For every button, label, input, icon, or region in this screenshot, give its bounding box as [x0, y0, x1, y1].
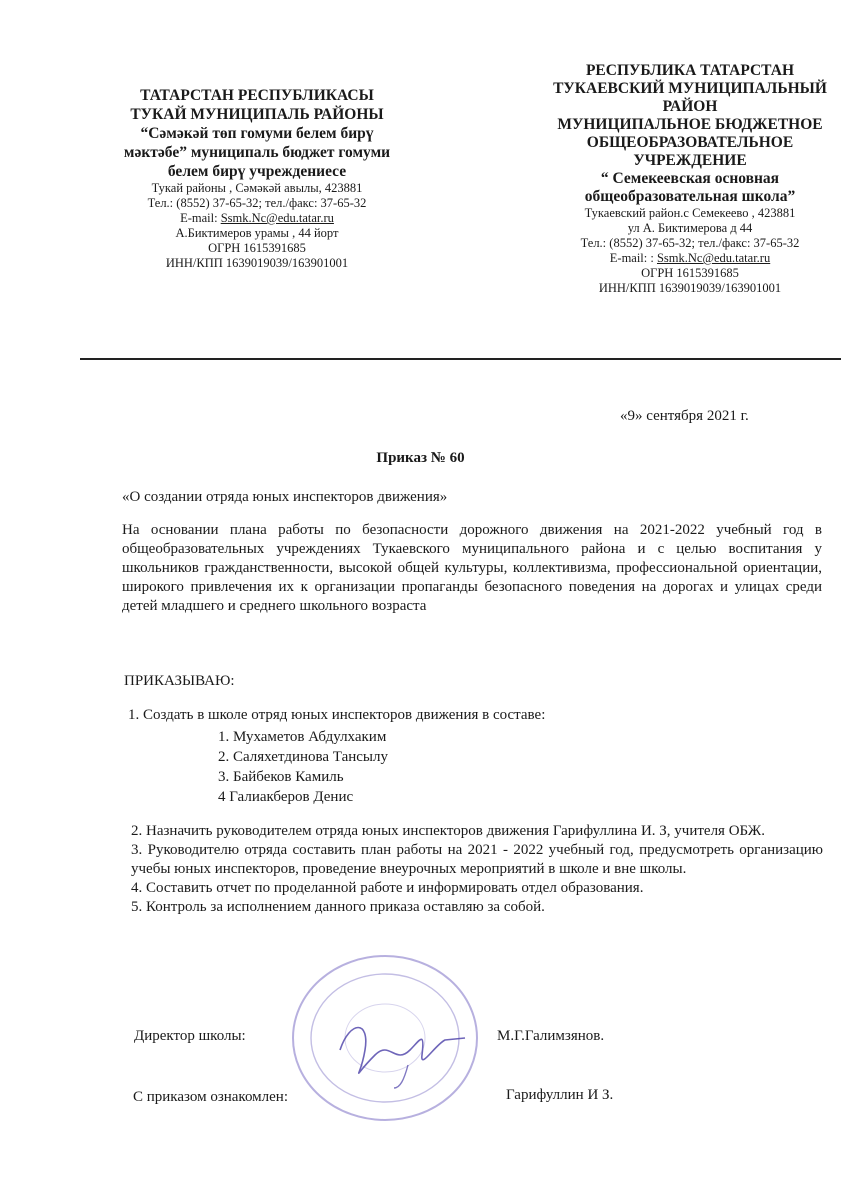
director-signature-icon [330, 1010, 470, 1090]
header-right-ogrn: ОГРН 1615391685 [641, 266, 739, 280]
header-right-line4: МУНИЦИПАЛЬНОЕ БЮДЖЕТНОЕ [557, 116, 823, 133]
header-left-email-link[interactable]: Ssmk.Nc@edu.tatar.ru [220, 211, 334, 225]
director-label: Директор школы: [134, 1028, 246, 1044]
header-left-phone: Тел.: (8552) 37-65-32; тел./факс: 37-65-32 [147, 196, 367, 210]
order-keyword: ПРИКАЗЫВАЮ: [124, 673, 235, 689]
header-right-line6: УЧРЕЖДЕНИЕ [633, 152, 747, 169]
header-divider [80, 358, 841, 360]
header-left-line3: “Сәмәкәй төп гомуми белем бирү [140, 125, 374, 142]
member-item: 1. Мухаметов Абдулхаким [218, 729, 387, 745]
order-item-1: 1. Создать в школе отряд юных инспекторов движения в составе: [128, 707, 546, 723]
document-body: На основании плана работы по безопасности дорожного движения на 2021-2022 учебный год в общеобразовательных учреждениях Тукаевского муниципального района и с целью воспитания у школьников гражданственности, высокой общей культуры, коллективизма, профессиональной ориентации, широкого привлечения их к организации пропаганды безопасного поведения на дорогах и улицах среди детей младшего и среднего школьного возраста [122, 522, 822, 614]
order-item: 5. Контроль за исполнением данного приказа оставляю за собой. [131, 899, 545, 915]
header-right-street: ул А. Биктимерова д 44 [627, 221, 753, 235]
member-item: 2. Саляхетдинова Тансылу [218, 749, 388, 765]
header-left-ogrn: ОГРН 1615391685 [208, 241, 306, 255]
header-right-address: Тукаевский район.с Семекеево , 423881 [584, 206, 796, 220]
header-left-line4: мәктәбе” муниципаль бюджет гомуми [123, 144, 391, 161]
header-left-street: А.Биктимеров урамы , 44 йорт [175, 226, 339, 240]
header-right-line3: РАЙОН [662, 98, 718, 115]
header-right-line1: РЕСПУБЛИКА ТАТАРСТАН [585, 62, 795, 79]
header-right-line8: общеобразовательная школа” [584, 188, 796, 205]
order-item: 3. Руководителю отряда составить план работы на 2021 - 2022 учебный год, предусмотреть организацию учебы юных инспекторов, проведение внеурочных мероприятий в школе и вне школы. [131, 842, 823, 877]
order-items [131, 822, 823, 917]
members-list [218, 727, 388, 807]
header-left-email-label: E-mail: [180, 211, 221, 225]
header-left [92, 86, 422, 271]
director-name: М.Г.Галимзянов. [497, 1028, 605, 1044]
document-subject: «О создании отряда юных инспекторов движения» [122, 489, 448, 505]
member-item: 4 Галиакберов Денис [218, 789, 354, 805]
document-date: «9» сентября 2021 г. [620, 408, 749, 424]
order-item: 2. Назначить руководителем отряда юных инспекторов движения Гарифуллина И. З, учителя ОБЖ. [131, 823, 765, 839]
header-left-line5: белем бирү учреждениесе [167, 163, 347, 180]
header-right [540, 62, 840, 296]
header-right-line2: ТУКАЕВСКИЙ МУНИЦИПАЛЬНЫЙ [553, 80, 827, 97]
header-right-email-label: E-mail: : [609, 251, 657, 265]
acknowledged-label: С приказом ознакомлен: [133, 1089, 289, 1105]
header-right-phone: Тел.: (8552) 37-65-32; тел./факс: 37-65-32 [580, 236, 800, 250]
header-right-line5: ОБЩЕОБРАЗОВАТЕЛЬНОЕ [586, 134, 794, 151]
header-right-email-link[interactable]: Ssmk.Nc@edu.tatar.ru [656, 251, 771, 265]
header-right-email-line [540, 251, 840, 266]
header-right-inn: ИНН/КПП 1639019039/163901001 [598, 281, 782, 295]
header-left-inn: ИНН/КПП 1639019039/163901001 [165, 256, 349, 270]
acknowledged-name: Гарифуллин И З. [506, 1087, 614, 1103]
header-right-line7: “ Семекеевская основная [600, 170, 780, 187]
header-left-email-line [92, 211, 422, 226]
member-item: 3. Байбеков Камиль [218, 769, 344, 785]
header-left-address: Тукай районы , Сәмәкәй авылы, 423881 [151, 181, 363, 195]
header-left-line1: ТАТАРСТАН РЕСПУБЛИКАСЫ [140, 87, 374, 104]
header-left-line2: ТУКАЙ МУНИЦИПАЛЬ РАЙОНЫ [130, 106, 384, 123]
document-title: Приказ № 60 [376, 450, 465, 466]
order-item: 4. Составить отчет по проделанной работе и информировать отдел образования. [131, 880, 644, 896]
